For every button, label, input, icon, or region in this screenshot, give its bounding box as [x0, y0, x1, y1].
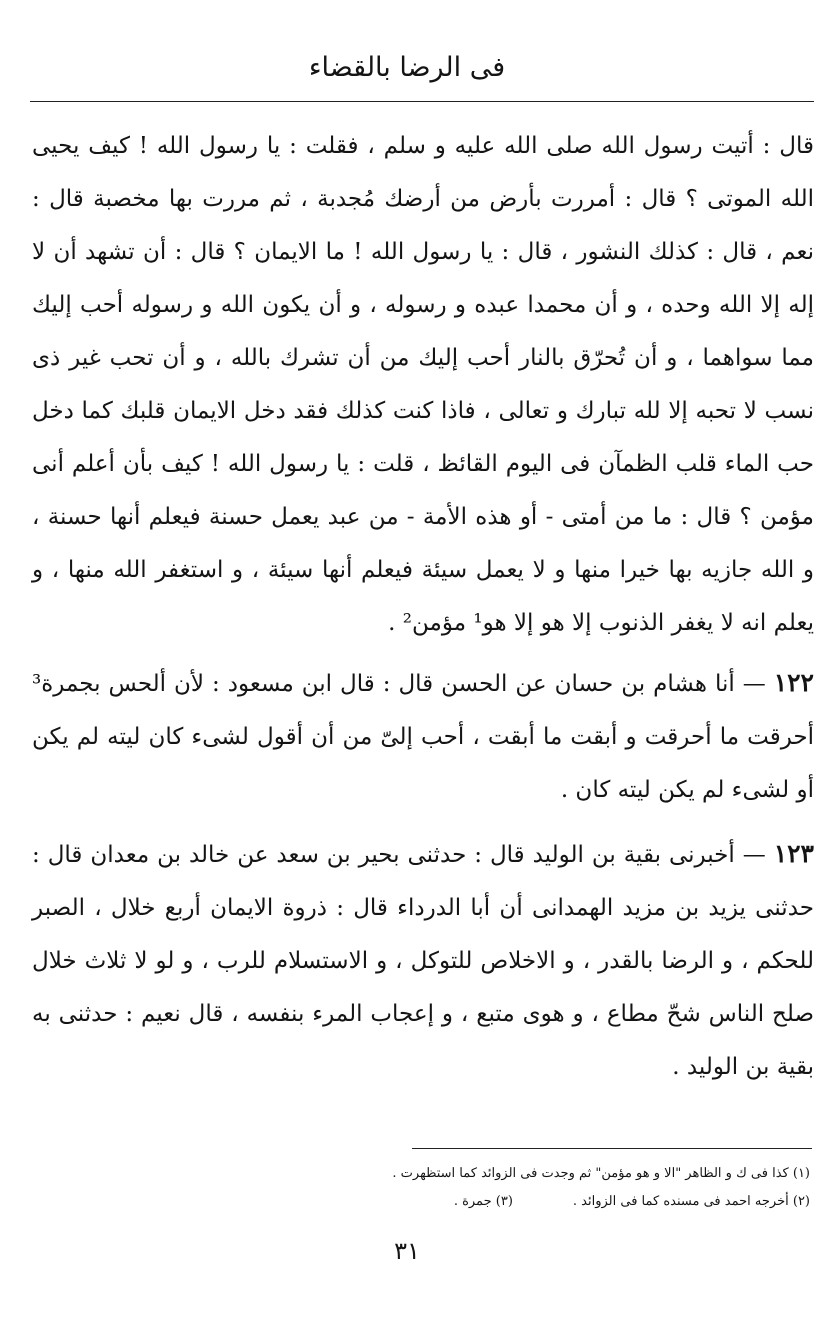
footnotes — [180, 1160, 810, 1216]
footnote-1: (١) كذا فى ك و الظاهر "الا و هو مؤمن" ثم وجدت فى الزوائد كما استظهرت . — [392, 1166, 810, 1181]
paragraph-123-text: — أخبرنى بقية بن الوليد قال : حدثنى بحير بن سعد عن خالد بن معدان قال : حدثنى يزيد بن مزيد الهمدانى أن أبا الدرداء قال : ذروة الايمان أربع خلال ، الصبر للحكم ، و الرضا بالقدر ، و الاخلاص للتوكل ، و الاستسلام للرب ، و لو لا ثلاث خلال صلح الناس شحّ مطاع ، و هوى متبع ، و إعجاب المرء بنفسه ، قال نعيم : حدثنى به بقية بن الوليد . — [32, 842, 814, 1080]
page-title: فى الرضا بالقضاء — [308, 52, 506, 83]
footnote-row-2 — [180, 1188, 810, 1216]
paragraph-122-text: — أنا هشام بن حسان عن الحسن قال : قال ابن مسعود : لأن ألحس بجمرة³ أحرقت ما أحرقت و أبقت ما أبقت ، أحب إلىّ من أن أقول لشىء كان ليته لم يكن أو لشىء لم يكن ليته كان . — [32, 671, 814, 803]
page-number: ٣١ — [394, 1237, 420, 1265]
footnote-divider — [412, 1148, 812, 1149]
hadith-number-122: ١٢٢ — [773, 668, 814, 697]
header-divider — [30, 101, 814, 102]
footnote-3: (٣) جمرة . — [453, 1194, 513, 1209]
paragraph-122 — [32, 656, 814, 817]
paragraph-123 — [32, 827, 814, 1094]
footnote-2: (٢) أخرجه احمد فى مسنده كما فى الزوائد . — [572, 1194, 810, 1209]
main-text — [32, 120, 814, 1094]
hadith-number-123: ١٢٣ — [773, 839, 814, 868]
paragraph-continued: قال : أتيت رسول الله صلى الله عليه و سلم ، فقلت : يا رسول الله ! كيف يحيى الله الموتى ؟ قال : أمررت بأرض من أرضك مُجدبة ، ثم مررت بها مخصبة قال : نعم ، قال : كذلك النشور ، قال : يا رسول الله ! ما الايمان ؟ قال : أن تشهد أن لا إله إلا الله وحده ، و أن محمدا عبده و رسوله ، و أن يكون الله و رسوله أحب إليك مما سواهما ، و أن تُحرّق بالنار أحب إليك من أن تشرك بالله ، و أن تحب غير ذى نسب لا تحبه إلا لله تبارك و تعالى ، فاذا كنت كذلك فقد دخل الايمان قلبك كما دخل حب الماء قلب الظمآن فى اليوم القائظ ، قلت : يا رسول الله ! كيف بأن أعلم أنى مؤمن ؟ قال : ما من أمتى - أو هذه الأمة - من عبد يعمل حسنة فيعلم أنها حسنة ، و الله جازيه بها خيرا منها و لا يعمل سيئة فيعلم أنها سيئة ، و استغفر الله منها ، و يعلم انه لا يغفر الذنوب إلا هو إلا هو¹ مؤمن² . — [32, 133, 814, 636]
